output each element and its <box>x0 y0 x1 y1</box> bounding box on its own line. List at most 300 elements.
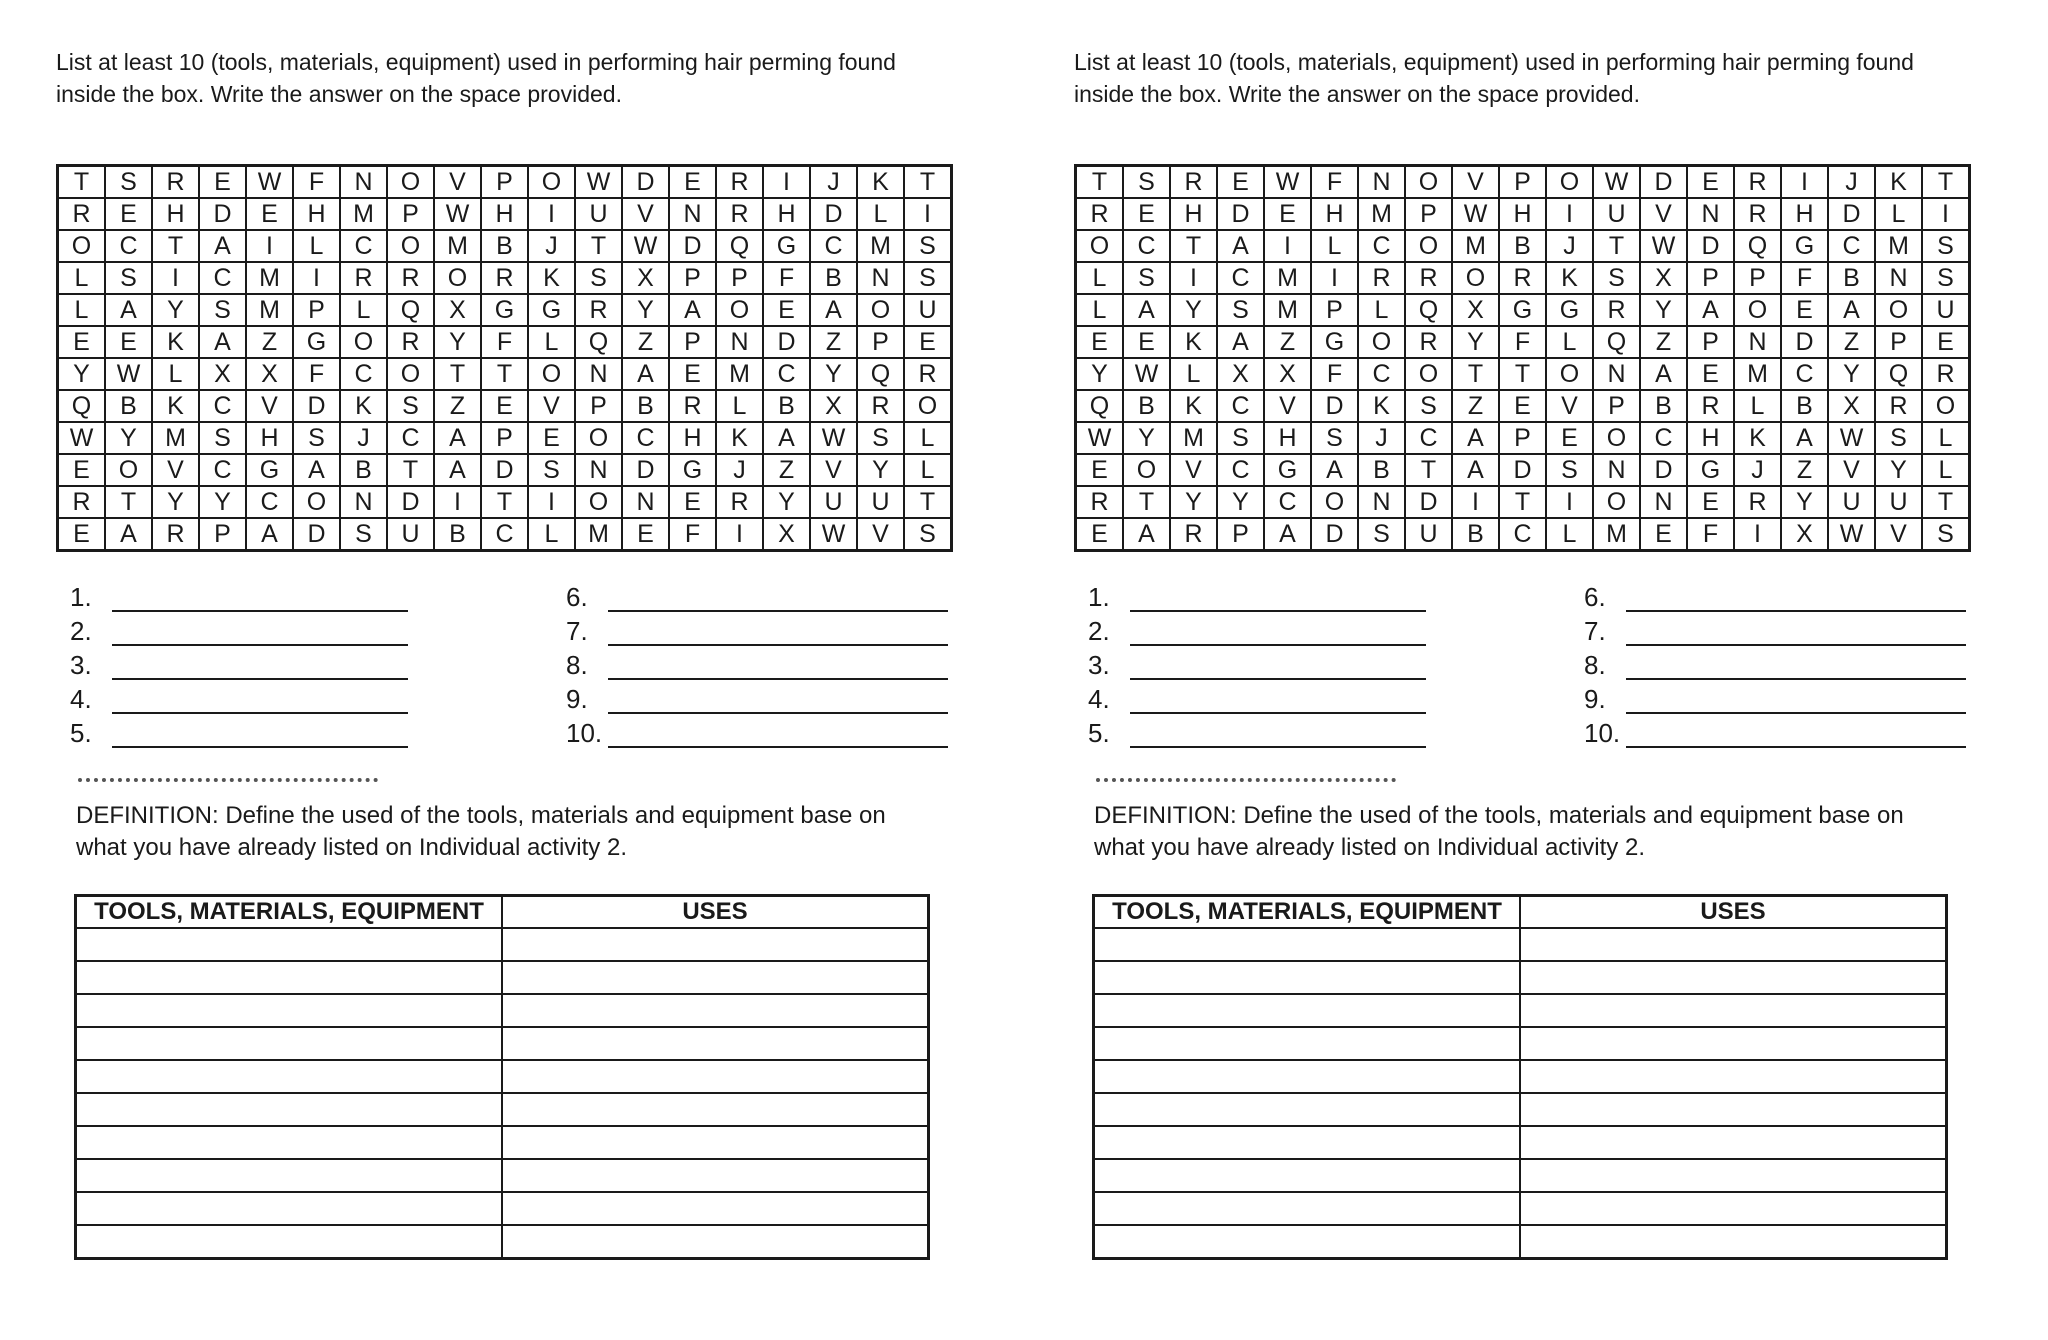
uses-cell[interactable] <box>502 1126 929 1159</box>
uses-cell[interactable] <box>502 994 929 1027</box>
uses-cell[interactable] <box>502 1159 929 1192</box>
uses-cell[interactable] <box>1520 1027 1947 1060</box>
grid-cell: L <box>1875 198 1922 230</box>
grid-cell: H <box>293 198 340 230</box>
grid-cell: A <box>199 230 246 262</box>
answer-blank[interactable] <box>1130 620 1426 646</box>
grid-cell: Q <box>1076 390 1124 422</box>
grid-cell: L <box>1734 390 1781 422</box>
grid-cell: Z <box>622 326 669 358</box>
grid-row <box>58 326 952 358</box>
grid-row <box>58 422 952 454</box>
grid-cell: Z <box>1781 454 1828 486</box>
grid-cell: S <box>1922 262 1970 294</box>
answer-row <box>1088 714 1508 748</box>
grid-cell: U <box>575 198 622 230</box>
uses-cell[interactable] <box>1520 928 1947 961</box>
grid-cell: Z <box>434 390 481 422</box>
grid-cell: S <box>340 518 387 551</box>
answer-blank[interactable] <box>608 688 948 714</box>
answer-blank[interactable] <box>1626 586 1966 612</box>
grid-cell: U <box>810 486 857 518</box>
table-row <box>76 1093 929 1126</box>
uses-cell[interactable] <box>502 1060 929 1093</box>
grid-cell: E <box>105 326 152 358</box>
tools-cell[interactable] <box>1094 1060 1521 1093</box>
grid-cell: C <box>1358 230 1405 262</box>
answer-row <box>1088 646 1508 680</box>
tools-cell[interactable] <box>76 1060 503 1093</box>
answer-blank[interactable] <box>1626 688 1966 714</box>
grid-cell: I <box>904 198 952 230</box>
answer-blank[interactable] <box>1130 688 1426 714</box>
grid-cell: S <box>575 262 622 294</box>
table-row <box>76 994 929 1027</box>
grid-cell: M <box>1875 230 1922 262</box>
grid-cell: C <box>1358 358 1405 390</box>
uses-cell[interactable] <box>1520 1093 1947 1126</box>
grid-cell: N <box>1593 454 1640 486</box>
grid-cell: S <box>199 422 246 454</box>
uses-cell[interactable] <box>1520 994 1947 1027</box>
grid-cell: N <box>575 454 622 486</box>
answer-row <box>1088 680 1508 714</box>
grid-cell: I <box>1264 230 1311 262</box>
grid-cell: T <box>904 486 952 518</box>
grid-row <box>1076 294 1970 326</box>
grid-cell: D <box>1311 518 1358 551</box>
grid-cell: L <box>716 390 763 422</box>
grid-cell: T <box>1922 166 1970 199</box>
grid-cell: G <box>1499 294 1546 326</box>
grid-cell: P <box>1405 198 1452 230</box>
uses-cell[interactable] <box>1520 1159 1947 1192</box>
answer-number: 6. <box>566 582 588 612</box>
table-row <box>76 928 929 961</box>
answer-blank[interactable] <box>112 620 408 646</box>
grid-cell: G <box>1311 326 1358 358</box>
grid-cell: K <box>340 390 387 422</box>
grid-cell: C <box>1828 230 1875 262</box>
grid-cell: A <box>763 422 810 454</box>
answer-list-left <box>1088 578 1508 748</box>
tools-cell[interactable] <box>1094 961 1521 994</box>
grid-cell: L <box>152 358 199 390</box>
grid-cell: F <box>293 358 340 390</box>
grid-cell: G <box>669 454 716 486</box>
grid-cell: S <box>199 294 246 326</box>
tools-cell[interactable] <box>1094 1126 1521 1159</box>
grid-cell: I <box>716 518 763 551</box>
grid-cell: G <box>1781 230 1828 262</box>
grid-cell: K <box>1875 166 1922 199</box>
grid-cell: E <box>669 486 716 518</box>
answer-blank[interactable] <box>608 654 948 680</box>
grid-cell: O <box>857 294 904 326</box>
grid-cell: S <box>1922 518 1970 551</box>
grid-cell: T <box>1593 230 1640 262</box>
grid-cell: E <box>58 518 106 551</box>
grid-cell: P <box>1875 326 1922 358</box>
grid-cell: V <box>152 454 199 486</box>
tools-cell[interactable] <box>1094 1027 1521 1060</box>
grid-cell: I <box>1781 166 1828 199</box>
grid-cell: B <box>810 262 857 294</box>
answer-number: 1. <box>1088 582 1110 612</box>
grid-cell: M <box>575 518 622 551</box>
grid-cell: Y <box>857 454 904 486</box>
grid-cell: C <box>340 358 387 390</box>
grid-cell: B <box>1828 262 1875 294</box>
grid-cell: R <box>1405 262 1452 294</box>
answer-number: 4. <box>1088 684 1110 714</box>
grid-cell: R <box>387 326 434 358</box>
grid-cell: Z <box>763 454 810 486</box>
grid-cell: M <box>152 422 199 454</box>
grid-cell: O <box>1546 358 1593 390</box>
grid-cell: V <box>1640 198 1687 230</box>
answer-blank[interactable] <box>1130 654 1426 680</box>
answer-blank[interactable] <box>112 654 408 680</box>
answer-number: 8. <box>566 650 588 680</box>
grid-cell: W <box>622 230 669 262</box>
grid-cell: X <box>810 390 857 422</box>
grid-cell: R <box>1170 518 1217 551</box>
grid-cell: H <box>1170 198 1217 230</box>
grid-cell: D <box>669 230 716 262</box>
grid-cell: E <box>669 358 716 390</box>
grid-cell: R <box>1405 326 1452 358</box>
grid-cell: R <box>1593 294 1640 326</box>
grid-cell: V <box>810 454 857 486</box>
grid-cell: A <box>1264 518 1311 551</box>
grid-cell: O <box>387 166 434 199</box>
grid-cell: Q <box>575 326 622 358</box>
grid-cell: O <box>528 166 575 199</box>
grid-cell: B <box>1499 230 1546 262</box>
answer-blank[interactable] <box>608 722 948 748</box>
grid-cell: E <box>1687 358 1734 390</box>
grid-cell: E <box>58 454 106 486</box>
grid-cell: G <box>1264 454 1311 486</box>
grid-cell: H <box>1781 198 1828 230</box>
grid-cell: K <box>1170 390 1217 422</box>
grid-cell: A <box>105 294 152 326</box>
grid-cell: O <box>575 422 622 454</box>
grid-cell: P <box>481 166 528 199</box>
grid-cell: C <box>481 518 528 551</box>
grid-cell: O <box>1875 294 1922 326</box>
grid-cell: L <box>1076 262 1124 294</box>
uses-cell[interactable] <box>1520 961 1947 994</box>
uses-cell[interactable] <box>1520 1225 1947 1259</box>
grid-cell: K <box>1546 262 1593 294</box>
answer-blank[interactable] <box>112 688 408 714</box>
answer-blank[interactable] <box>608 586 948 612</box>
grid-cell: S <box>105 166 152 199</box>
grid-cell: R <box>1734 486 1781 518</box>
grid-cell: T <box>58 166 106 199</box>
grid-cell: B <box>1358 454 1405 486</box>
grid-row <box>1076 358 1970 390</box>
table-row <box>1094 1159 1947 1192</box>
answer-blank[interactable] <box>112 586 408 612</box>
grid-cell: T <box>1405 454 1452 486</box>
grid-cell: E <box>1076 454 1124 486</box>
grid-cell: S <box>387 390 434 422</box>
grid-cell: R <box>58 198 106 230</box>
grid-cell: S <box>1593 262 1640 294</box>
grid-cell: H <box>669 422 716 454</box>
grid-cell: E <box>1687 166 1734 199</box>
tools-cell[interactable] <box>76 1225 503 1259</box>
answer-blank[interactable] <box>1130 586 1426 612</box>
grid-cell: E <box>481 390 528 422</box>
grid-cell: Y <box>434 326 481 358</box>
grid-cell: C <box>1217 390 1264 422</box>
worksheet-right <box>1018 0 2028 1340</box>
word-search-grid <box>1074 164 1971 552</box>
grid-cell: P <box>1687 262 1734 294</box>
grid-cell: T <box>481 486 528 518</box>
grid-cell: P <box>199 518 246 551</box>
grid-cell: C <box>246 486 293 518</box>
tools-cell[interactable] <box>1094 994 1521 1027</box>
grid-cell: S <box>1123 262 1170 294</box>
grid-cell: R <box>481 262 528 294</box>
grid-cell: O <box>1405 166 1452 199</box>
uses-cell[interactable] <box>1520 1060 1947 1093</box>
grid-cell: T <box>105 486 152 518</box>
grid-cell: T <box>1170 230 1217 262</box>
grid-cell: N <box>1358 486 1405 518</box>
tools-cell[interactable] <box>1094 1093 1521 1126</box>
grid-cell: A <box>1452 454 1499 486</box>
grid-cell: Y <box>1640 294 1687 326</box>
grid-cell: C <box>1405 422 1452 454</box>
grid-row <box>1076 390 1970 422</box>
uses-cell[interactable] <box>1520 1192 1947 1225</box>
answer-number: 3. <box>1088 650 1110 680</box>
grid-cell: O <box>1452 262 1499 294</box>
answer-number: 5. <box>1088 718 1110 748</box>
tools-cell[interactable] <box>76 961 503 994</box>
grid-cell: O <box>1123 454 1170 486</box>
grid-cell: J <box>810 166 857 199</box>
table-row <box>1094 1192 1947 1225</box>
grid-cell: X <box>1217 358 1264 390</box>
grid-cell: U <box>1405 518 1452 551</box>
table-row <box>1094 1126 1947 1159</box>
grid-cell: A <box>434 454 481 486</box>
grid-cell: W <box>1828 518 1875 551</box>
uses-cell[interactable] <box>502 1093 929 1126</box>
grid-cell: T <box>152 230 199 262</box>
table-row <box>1094 1060 1947 1093</box>
grid-cell: W <box>1264 166 1311 199</box>
table-row <box>76 1225 929 1259</box>
tools-cell[interactable] <box>1094 1192 1521 1225</box>
grid-cell: F <box>293 166 340 199</box>
grid-cell: B <box>340 454 387 486</box>
answer-number: 7. <box>566 616 588 646</box>
grid-row <box>1076 326 1970 358</box>
grid-cell: K <box>152 326 199 358</box>
grid-cell: N <box>1358 166 1405 199</box>
grid-cell: N <box>1687 198 1734 230</box>
grid-row <box>58 358 952 390</box>
answer-blank[interactable] <box>1130 722 1426 748</box>
answer-number: 10. <box>1584 718 1621 748</box>
grid-cell: L <box>528 518 575 551</box>
answer-row <box>70 646 490 680</box>
answer-number: 10. <box>566 718 603 748</box>
table-row <box>1094 1027 1947 1060</box>
grid-cell: D <box>199 198 246 230</box>
grid-cell: P <box>669 326 716 358</box>
grid-cell: X <box>1781 518 1828 551</box>
uses-cell[interactable] <box>502 928 929 961</box>
grid-cell: N <box>1734 326 1781 358</box>
grid-cell: A <box>1640 358 1687 390</box>
grid-cell: I <box>152 262 199 294</box>
grid-cell: Y <box>622 294 669 326</box>
grid-cell: Y <box>763 486 810 518</box>
grid-cell: A <box>1123 294 1170 326</box>
grid-cell: B <box>1123 390 1170 422</box>
grid-cell: R <box>716 166 763 199</box>
tools-cell[interactable] <box>76 1093 503 1126</box>
grid-cell: J <box>716 454 763 486</box>
grid-cell: O <box>1546 166 1593 199</box>
grid-cell: A <box>246 518 293 551</box>
grid-cell: O <box>293 486 340 518</box>
table-row <box>76 1126 929 1159</box>
grid-cell: Q <box>387 294 434 326</box>
grid-cell: D <box>810 198 857 230</box>
grid-cell: Y <box>1076 358 1124 390</box>
uses-cell[interactable] <box>502 961 929 994</box>
answer-blank[interactable] <box>1626 722 1966 748</box>
grid-cell: J <box>1734 454 1781 486</box>
grid-cell: Y <box>1875 454 1922 486</box>
grid-cell: C <box>199 454 246 486</box>
grid-cell: O <box>1593 486 1640 518</box>
grid-cell: L <box>904 422 952 454</box>
grid-cell: Y <box>152 294 199 326</box>
grid-cell: A <box>1217 230 1264 262</box>
tools-cell[interactable] <box>76 1126 503 1159</box>
grid-cell: R <box>1076 198 1124 230</box>
definition-text: DEFINITION: Define the used of the tools, materials and equipment base on what you have already listed on Individual activity 2. <box>1094 802 1904 861</box>
uses-cell[interactable] <box>502 1027 929 1060</box>
grid-cell: R <box>1875 390 1922 422</box>
grid-cell: H <box>1499 198 1546 230</box>
grid-cell: N <box>1640 486 1687 518</box>
header-uses: USES <box>1520 896 1947 929</box>
grid-cell: A <box>1687 294 1734 326</box>
answer-blank[interactable] <box>112 722 408 748</box>
tools-cell[interactable] <box>1094 928 1521 961</box>
answer-number: 2. <box>70 616 92 646</box>
grid-cell: F <box>481 326 528 358</box>
tools-cell[interactable] <box>76 1159 503 1192</box>
grid-cell: M <box>340 198 387 230</box>
answer-number: 9. <box>566 684 588 714</box>
grid-cell: D <box>1687 230 1734 262</box>
grid-cell: T <box>1499 486 1546 518</box>
grid-row <box>1076 422 1970 454</box>
grid-cell: N <box>1875 262 1922 294</box>
grid-cell: O <box>1734 294 1781 326</box>
grid-cell: P <box>1734 262 1781 294</box>
grid-cell: X <box>199 358 246 390</box>
answer-blank[interactable] <box>1626 654 1966 680</box>
grid-cell: A <box>1781 422 1828 454</box>
grid-cell: T <box>1499 358 1546 390</box>
grid-cell: U <box>1828 486 1875 518</box>
uses-cell[interactable] <box>1520 1126 1947 1159</box>
grid-cell: Y <box>1781 486 1828 518</box>
tools-cell[interactable] <box>76 994 503 1027</box>
grid-cell: Y <box>199 486 246 518</box>
grid-cell: S <box>857 422 904 454</box>
grid-cell: T <box>1076 166 1124 199</box>
grid-cell: P <box>1311 294 1358 326</box>
grid-cell: E <box>1687 486 1734 518</box>
grid-cell: A <box>293 454 340 486</box>
answer-row <box>1584 714 2004 748</box>
table-row <box>1094 928 1947 961</box>
grid-cell: G <box>1687 454 1734 486</box>
grid-cell: C <box>1781 358 1828 390</box>
tools-cell[interactable] <box>76 1027 503 1060</box>
grid-cell: E <box>105 198 152 230</box>
grid-cell: U <box>1875 486 1922 518</box>
grid-cell: P <box>1499 166 1546 199</box>
tools-cell[interactable] <box>1094 1225 1521 1259</box>
grid-cell: Q <box>1405 294 1452 326</box>
answer-blank[interactable] <box>608 620 948 646</box>
grid-cell: I <box>1452 486 1499 518</box>
grid-cell: X <box>434 294 481 326</box>
grid-cell: O <box>1076 230 1124 262</box>
grid-cell: W <box>810 422 857 454</box>
tools-cell[interactable] <box>76 928 503 961</box>
grid-cell: R <box>1170 166 1217 199</box>
uses-cell[interactable] <box>502 1225 929 1259</box>
grid-cell: Q <box>857 358 904 390</box>
tools-cell[interactable] <box>1094 1159 1521 1192</box>
grid-cell: P <box>293 294 340 326</box>
uses-cell[interactable] <box>502 1192 929 1225</box>
grid-cell: E <box>1076 518 1124 551</box>
grid-cell: C <box>1264 486 1311 518</box>
grid-cell: G <box>246 454 293 486</box>
answer-blank[interactable] <box>1626 620 1966 646</box>
grid-cell: A <box>1452 422 1499 454</box>
grid-cell: S <box>1405 390 1452 422</box>
answer-row <box>70 714 490 748</box>
grid-cell: N <box>857 262 904 294</box>
grid-cell: R <box>340 262 387 294</box>
grid-cell: V <box>434 166 481 199</box>
grid-cell: F <box>1687 518 1734 551</box>
grid-cell: X <box>1264 358 1311 390</box>
grid-cell: D <box>293 390 340 422</box>
tools-cell[interactable] <box>76 1192 503 1225</box>
grid-cell: M <box>1264 262 1311 294</box>
